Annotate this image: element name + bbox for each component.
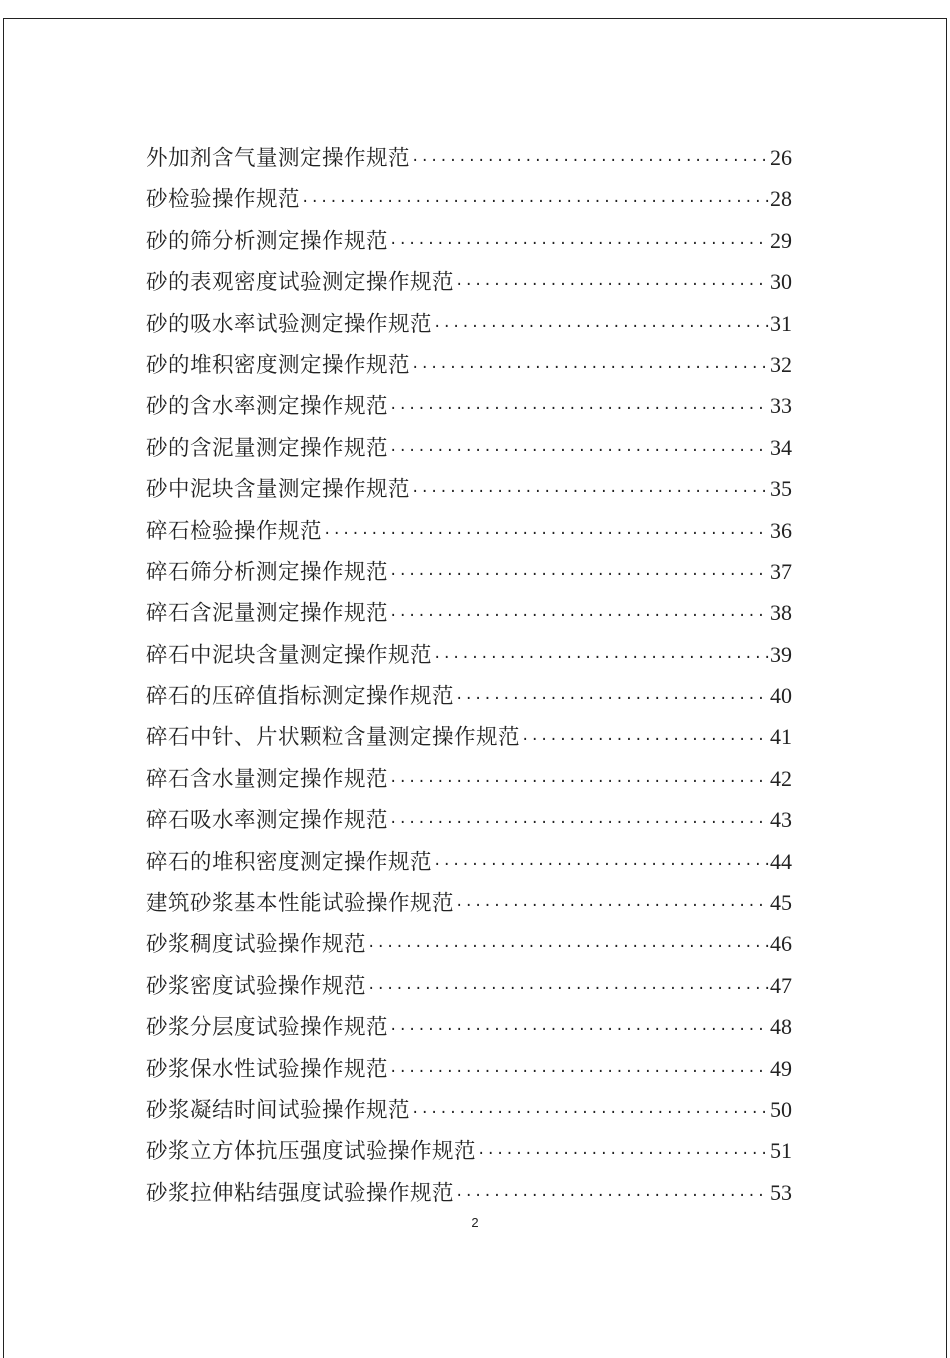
toc-entry[interactable]: [146, 220, 792, 261]
toc-entry[interactable]: [146, 965, 792, 1006]
toc-entry-leader: [477, 1131, 769, 1175]
toc-entry-page: 36: [770, 517, 792, 543]
toc-entry-title: 砂浆凝结时间试验操作规范: [146, 1097, 411, 1123]
toc-entry[interactable]: [146, 882, 792, 923]
toc-entry[interactable]: [146, 923, 792, 964]
toc-entry-title: 碎石筛分析测定操作规范: [146, 559, 389, 585]
toc-entry[interactable]: [146, 758, 792, 799]
toc-entry-leader: [455, 676, 769, 720]
toc-entry-leader: [433, 304, 769, 348]
toc-entry-title: 砂的吸水率试验测定操作规范: [146, 311, 433, 337]
toc-entry-page: 37: [770, 558, 792, 584]
toc-entry[interactable]: [146, 468, 792, 509]
toc-entry-leader: [389, 593, 769, 637]
toc-entry-title: 碎石中针、片状颗粒含量测定操作规范: [146, 725, 521, 751]
toc-entry-title: 砂的筛分析测定操作规范: [146, 228, 389, 254]
toc-entry-leader: [411, 345, 769, 389]
toc-entry-title: 建筑砂浆基本性能试验操作规范: [146, 891, 455, 917]
toc-entry-title: 砂浆稠度试验操作规范: [146, 932, 367, 958]
toc-entry-page: 32: [770, 351, 792, 377]
toc-entry[interactable]: [146, 1048, 792, 1089]
toc-entry-page: 47: [770, 972, 792, 998]
toc-entry-page: 28: [770, 186, 792, 212]
toc-entry[interactable]: [146, 303, 792, 344]
toc-entry-leader: [367, 966, 769, 1010]
toc-entry-title: 碎石含泥量测定操作规范: [146, 601, 389, 627]
toc-entry-title: 砂浆密度试验操作规范: [146, 973, 367, 999]
toc-entry-title: 碎石吸水率测定操作规范: [146, 808, 389, 834]
toc-entry-page: 33: [770, 393, 792, 419]
toc-entry-title: 砂的含泥量测定操作规范: [146, 435, 389, 461]
toc-entry-title: 砂的堆积密度测定操作规范: [146, 352, 411, 378]
toc-entry-leader: [367, 924, 769, 968]
toc-entry-title: 碎石含水量测定操作规范: [146, 766, 389, 792]
toc-entry-page: 43: [770, 807, 792, 833]
toc-entry-leader: [411, 138, 769, 182]
page-number: 2: [471, 1215, 479, 1230]
toc-entry-title: 砂检验操作规范: [146, 187, 301, 213]
toc-entry[interactable]: [146, 634, 792, 675]
toc-entry-leader: [389, 386, 769, 430]
toc-entry[interactable]: [146, 137, 792, 178]
toc-entry-page: 50: [770, 1096, 792, 1122]
toc-entry-title: 砂的含水率测定操作规范: [146, 394, 389, 420]
toc-entry-page: 38: [770, 600, 792, 626]
toc-entry[interactable]: [146, 344, 792, 385]
toc-entry[interactable]: [146, 799, 792, 840]
toc-entry-leader: [389, 759, 769, 803]
table-of-contents: [146, 137, 792, 1213]
toc-entry-page: 46: [770, 931, 792, 957]
toc-entry[interactable]: [146, 675, 792, 716]
toc-entry-leader: [389, 1049, 769, 1093]
toc-entry[interactable]: [146, 510, 792, 551]
toc-entry-page: 42: [770, 765, 792, 791]
toc-entry[interactable]: [146, 1172, 792, 1213]
toc-entry-title: 碎石的堆积密度测定操作规范: [146, 849, 433, 875]
toc-entry-page: 49: [770, 1055, 792, 1081]
toc-entry-leader: [389, 221, 769, 265]
toc-entry[interactable]: [146, 1089, 792, 1130]
toc-entry-title: 外加剂含气量测定操作规范: [146, 146, 411, 171]
toc-entry-page: 34: [770, 434, 792, 460]
toc-entry-title: 砂浆保水性试验操作规范: [146, 1056, 389, 1082]
toc-entry-leader: [455, 1173, 769, 1217]
toc-entry[interactable]: [146, 1130, 792, 1171]
toc-entry[interactable]: [146, 716, 792, 757]
toc-entry-leader: [389, 552, 769, 596]
toc-entry-page: 35: [770, 476, 792, 502]
toc-entry-leader: [301, 179, 769, 223]
toc-entry[interactable]: [146, 841, 792, 882]
toc-entry-title: 砂浆拉伸粘结强度试验操作规范: [146, 1180, 455, 1206]
toc-entry-leader: [389, 1007, 769, 1051]
toc-entry-leader: [455, 262, 769, 306]
toc-entry[interactable]: [146, 551, 792, 592]
toc-entry-title: 碎石检验操作规范: [146, 518, 323, 544]
toc-entry-page: 26: [770, 145, 792, 170]
toc-entry-page: 51: [770, 1138, 792, 1164]
toc-entry-leader: [433, 842, 769, 886]
toc-entry-title: 砂浆立方体抗压强度试验操作规范: [146, 1139, 477, 1165]
toc-entry-page: 39: [770, 641, 792, 667]
toc-entry-page: 48: [770, 1014, 792, 1040]
toc-entry[interactable]: [146, 1006, 792, 1047]
toc-entry-leader: [323, 511, 769, 555]
toc-entry[interactable]: [146, 261, 792, 302]
toc-entry-leader: [411, 469, 769, 513]
toc-entry-leader: [455, 883, 769, 927]
toc-entry-page: 30: [770, 269, 792, 295]
toc-entry-leader: [389, 428, 769, 472]
toc-entry-page: 41: [770, 724, 792, 750]
toc-entry-page: 29: [770, 227, 792, 253]
toc-entry-page: 53: [770, 1179, 792, 1205]
toc-entry-title: 碎石中泥块含量测定操作规范: [146, 642, 433, 668]
toc-entry[interactable]: [146, 592, 792, 633]
toc-entry-page: 45: [770, 890, 792, 916]
toc-entry-page: 44: [770, 848, 792, 874]
toc-entry-leader: [433, 635, 769, 679]
toc-entry[interactable]: [146, 427, 792, 468]
toc-entry-title: 砂的表观密度试验测定操作规范: [146, 270, 455, 296]
toc-entry-page: 40: [770, 683, 792, 709]
toc-entry[interactable]: [146, 385, 792, 426]
toc-entry[interactable]: [146, 178, 792, 219]
toc-entry-leader: [389, 800, 769, 844]
toc-entry-title: 砂浆分层度试验操作规范: [146, 1015, 389, 1041]
toc-entry-title: 砂中泥块含量测定操作规范: [146, 477, 411, 503]
toc-entry-leader: [411, 1090, 769, 1134]
toc-entry-title: 碎石的压碎值指标测定操作规范: [146, 684, 455, 710]
toc-entry-leader: [521, 717, 769, 761]
toc-entry-page: 31: [770, 310, 792, 336]
